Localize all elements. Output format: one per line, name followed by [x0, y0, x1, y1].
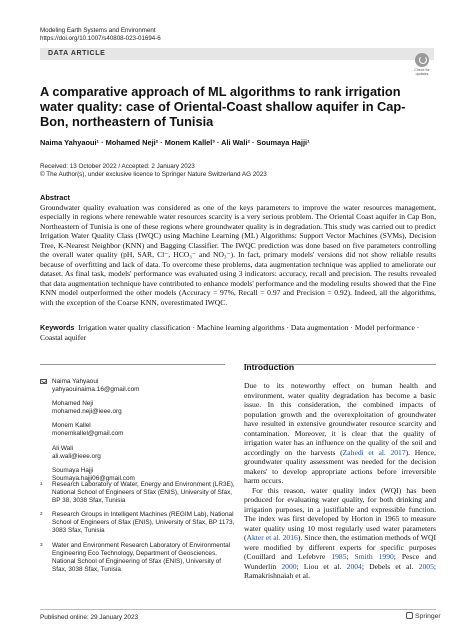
contact-email[interactable]: Soumaya.hajji06@gmail.com [52, 474, 135, 482]
contact-name: Mohamed Neji [52, 400, 94, 408]
springer-horse-icon [406, 612, 413, 619]
check-updates-label: Check for updates [414, 68, 430, 76]
abstract-body [40, 203, 436, 307]
published-date: Published online: 29 January 2023 [40, 614, 139, 621]
affiliation-number: 1 [40, 481, 43, 486]
article-type-banner [40, 48, 434, 60]
contact-email[interactable]: mohamed.neji@ieee.org [52, 408, 122, 416]
check-for-updates-button[interactable] [411, 53, 433, 76]
contact-email[interactable]: yahyaouinaima.16@gmail.com [52, 386, 140, 394]
keywords-block [40, 323, 436, 342]
affiliation-entry [40, 481, 235, 505]
contact-entry [40, 378, 230, 394]
journal-name: Modeling Earth Systems and Environment [40, 27, 156, 34]
citation-link[interactable]: 2000 [281, 561, 297, 571]
contact-email[interactable]: ali.wali@ieee.org [52, 452, 101, 460]
article-type-label: DATA ARTICLE [48, 50, 106, 57]
introduction-paragraph-2: For this reason, water quality index (WQI) has been produced for evaluating water quality, for both drinking and irrigation purposes, in a justifiable and expressible function. The index was first developed by Horton in 1965 to measure water quality using 10 most regularly used water parameters (Akter et al. 2016). Since then, the estimation methods of WQI were modified by different experts for specific purposes (Couillard and Lefebvre 1985; Smith 1990; Pesce and Wunderlin 2000; Liou et al. 2004; Debels et al. 2005; Ramakrishnaiah et al. [244, 485, 436, 580]
contact-name: Monem Kallel [52, 422, 91, 430]
affiliation-entry [40, 542, 235, 574]
affiliation-text: Research Groups in Intelligent Machines (REGIM Lab), National School of Engineers of Sfax (ENIS), University of Sfax, BP 1173, 3083 Sfax, Tunisia [52, 511, 235, 535]
author-contacts [40, 378, 230, 489]
doi-link[interactable]: https://doi.org/10.1007/s40808-023-01694-6 [40, 35, 161, 42]
left-column-divider [40, 364, 225, 365]
introduction-paragraph-1: Due to its noteworthy effect on human health and environment, water quality degradation has become a basic issue. In this consideration, the combined impacts of population growth and the overexploitation of groundwater have resulted in extensive groundwater resource scarcity and contamination. Moreover, it is clear that the quality of irrigation water has an influence on the quality of the soil and accordingly on the harvests (Zahedi et al. 2017). Hence, groundwater quality assessment was needed for the decision makers' to develop appropriate actions before irreversible harm occurs. [244, 381, 436, 485]
journal-header [40, 27, 161, 43]
affiliation-entry [40, 511, 235, 535]
affiliation-number: 2 [40, 511, 43, 517]
received-accepted-dates: Received: 13 October 2022 / Accepted: 2 January 2023 [40, 163, 195, 170]
publisher-logo [406, 612, 441, 620]
citation-link[interactable]: Smith 1990 [354, 552, 394, 561]
footer-divider [40, 609, 436, 610]
introduction-body [244, 381, 436, 581]
introduction-heading: Introduction [244, 362, 295, 372]
contact-entry [40, 422, 230, 438]
contact-name: Naima Yahyaoui [52, 378, 99, 385]
contact-entry [40, 400, 230, 416]
author-list: Naima Yahyaoui¹ · Mohamed Neji² · Monem Kallel³ · Ali Wali² · Soumaya Hajji¹ [40, 138, 310, 147]
citation-link[interactable]: 2004 [346, 561, 362, 571]
contact-email[interactable]: monemkallel@gmail.com [52, 430, 124, 438]
copyright-notice: © The Author(s), under exclusive licence to Springer Nature Switzerland AG 2023 [40, 171, 267, 179]
abstract-text: Groundwater quality evaluation was considered as one of the keys parameters to improve the water resources management, especially in regions where renewable water resources scarcity is a very serious problem. The Oriental Coast aquifer in Cap Bon, Northeastern of Tunisia is one of these regions where groundwater quality is in degradation. This study was carried out to predict Irrigation Water Quality Class (IWQC) using Machine Learning (ML) Algorithms: Support Vector Machines (SVMs), Decision Tree, K-Nearest Neighbor (KNN) and Bagging Classifier. The IWQC prediction was done based on five parameters controlling the overall water quality (pH, SAR, Cl⁻, HCO₃⁻ and NO₃⁻). In fact, primary models' versions did not show reliable results because of overfitting and lack of data. To overcome these problems, data augmentation technique was applied to ameliorate our dataset. As final task, models' performance was evaluated using 3 indicators: accuracy, recall and precision. The results revealed that data augmentation technique have contributed to enhance models' performance and the modeling results showed that the Fine KNN model outperformed the other models (Accuracy = 97%, Recall = 0.97 and Precision = 0.92). Indeed, all the algorithms, with the exception of the Coarse KNN, overestimated IWQC. [40, 203, 436, 307]
keywords-text: Irrigation water quality classification · Machine learning algorithms · Data augmentation · Model performance · Coastal aquifer [40, 323, 420, 342]
citation-link[interactable]: 2005 [418, 561, 434, 571]
affiliation-text: Water and Environment Research Laboratory of Environmental Engineering Eco Technology, Department of Geosciences, National School of Engineering of Sfax (ENIS), University of Sfax, 3038 Sfax, Tunisia [52, 541, 231, 573]
envelope-icon [40, 379, 47, 384]
abstract-heading: Abstract [40, 193, 70, 202]
publication-dates [40, 163, 267, 179]
affiliation-text: Research Laboratory of Water, Energy and Environment (LR3E), National School of Engineers of Sfax (ENIS), University of Sfax, BP 38, 3038 Sfax, Tunisia [52, 481, 235, 505]
check-updates-icon [415, 53, 429, 67]
contact-name: Soumaya Hajji [52, 466, 94, 474]
affiliation-number: 3 [40, 541, 43, 547]
article-title: A comparative approach of ML algorithms to rank irrigation water quality: case of Oriental-Coast shallow aquifer in Cap-Bon, northeastern of Tunisia [40, 84, 406, 129]
contact-name: Ali Wali [52, 444, 74, 452]
citation-link[interactable]: Akter et al. 2016 [246, 533, 298, 542]
citation-link[interactable]: Zahedi et al. 2017 [342, 447, 406, 457]
citation-link[interactable]: 1985 [331, 552, 347, 561]
publisher-name: Springer [415, 613, 441, 620]
affiliations [40, 481, 235, 580]
contact-entry [40, 445, 230, 461]
keywords-label: Keywords [40, 323, 75, 332]
